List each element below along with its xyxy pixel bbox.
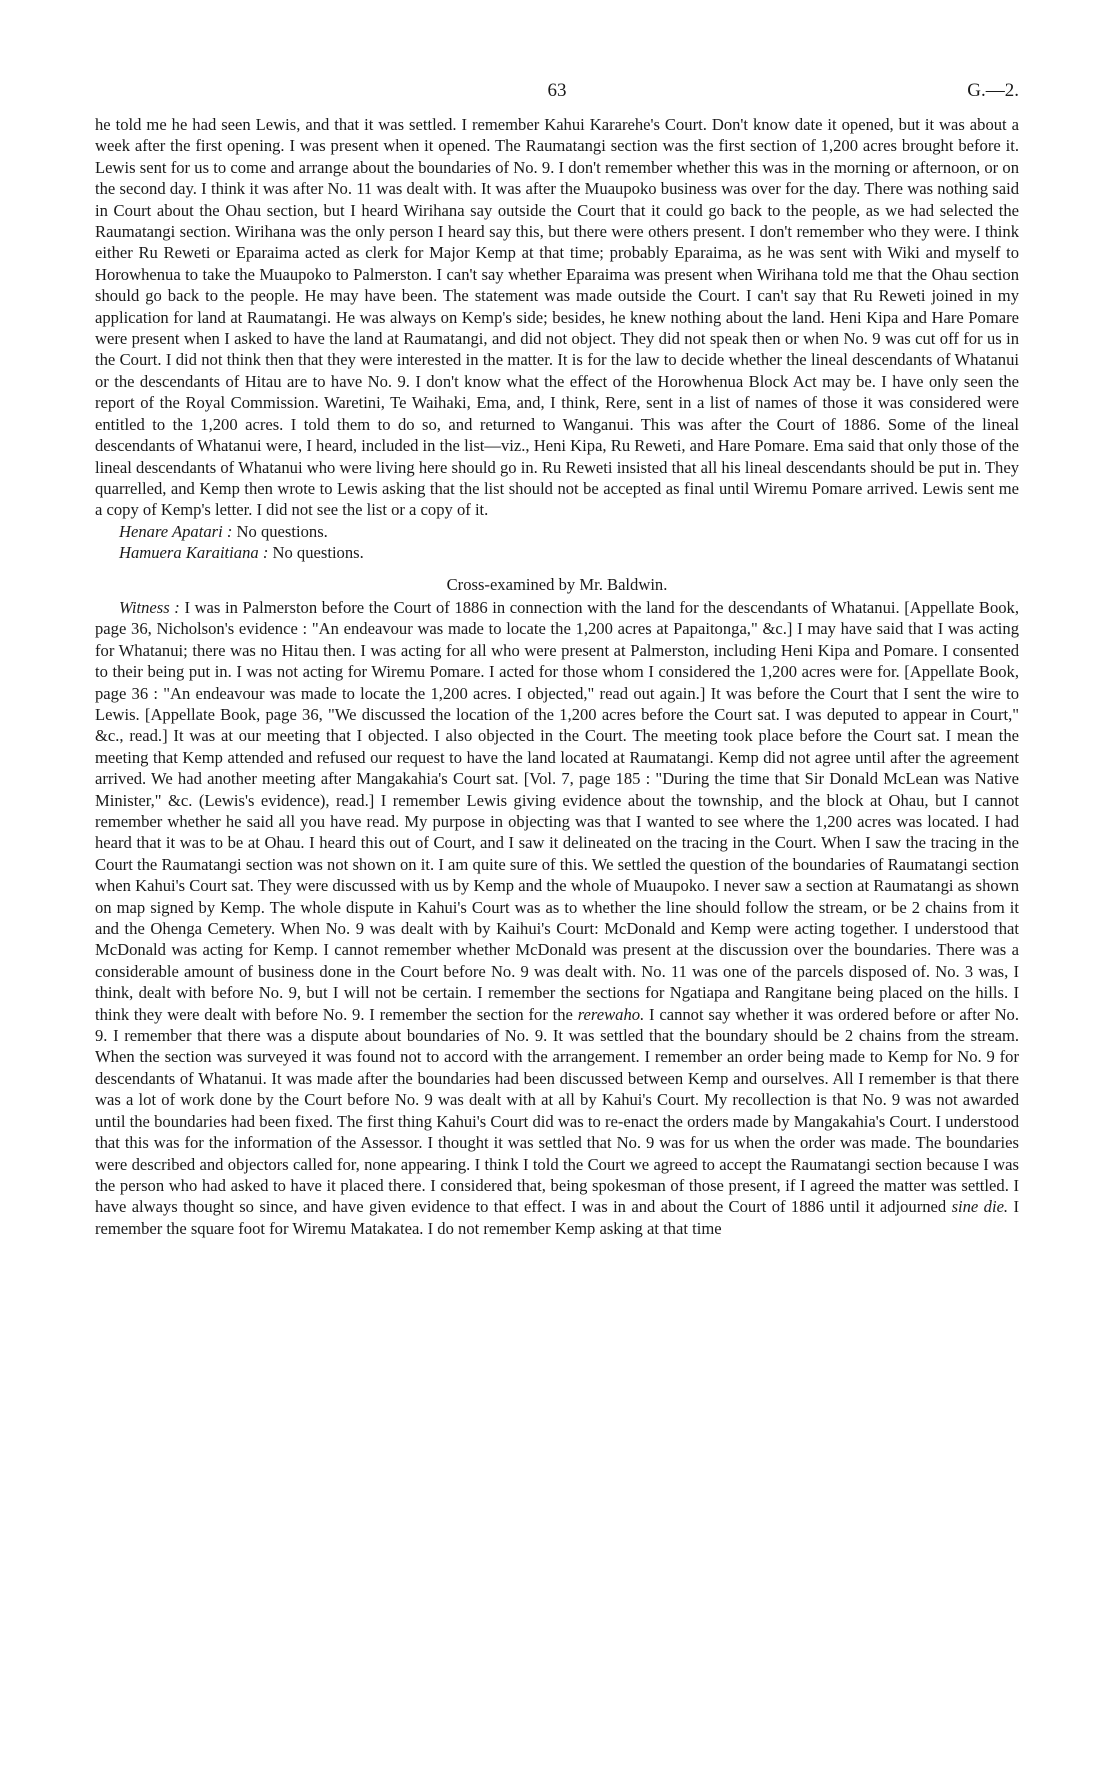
witness-label: Witness :: [119, 597, 180, 617]
cross-examination-paragraph: [95, 597, 1019, 1239]
body-text: [95, 114, 1019, 1239]
italic-term: rerewaho.: [577, 1004, 645, 1024]
paragraph-text: I remember the square foot for Wiremu Matakatea. I do not remember Kemp asking at that time: [95, 1197, 1019, 1238]
paragraph-text: I was in Palmerston before the Court of 1886 in connection with the land for the descendants of Whatanui. [Appellate Book, page 36, Nicholson's evidence : "An endeavour was made to locate the 1,200 acres at Papaitonga," &c.] I may have said that I was acting for Whatanui; there was no Hitau then. I was acting for all who were present at Palmerston, including Heni Kipa and Pomare. I consented to their being put in. I was not acting for Wiremu Pomare. I acted for those whom I considered the 1,200 acres were for. [Appellate Book, page 36 : "An endeavour was made to locate the 1,200 acres. I objected," read out again.] It was before the Court that I sent the wire to Lewis. [Appellate Book, page 36, "We discussed the location of the 1,200 acres before the Court sat. I was deputed to appear in Court," &c., read.] It was at our meeting that I objected. I also objected in the Court. The meeting took place before the Court sat. I mean the meeting that Kemp attended and refused our request to have the land located at Raumatangi. Kemp did not agree until after the agreement arrived. We had another meeting after Mangakahia's Court sat. [Vol. 7, page 185 : "During the time that Sir Donald McLean was Native Minister," &c. (Lewis's evidence), read.] I remember Lewis giving evidence about the township, and the block at Ohau, but I cannot remember whether he said all you have read. My purpose in objecting was that I wanted to see where the 1,200 acres was located. I had heard that it was to be at Ohau. I heard this out of Court, and I saw it delineated on the tracing in the Court. When I saw the tracing in the Court the Raumatangi section was not shown on it. I am quite sure of this. We settled the question of the boundaries of Raumatangi section when Kahui's Court sat. They were discussed with us by Kemp and the whole of Muaupoko. I never saw a section at Raumatangi as shown on map signed by Kemp. The whole dispute in Kahui's Court was as to whether the line should follow the stream, or be 2 chains from it and the Ohenga Cemetery. When No. 9 was dealt with by Kaihui's Court: McDonald and Kemp were acting together. I understood that McDonald was acting for Kemp. I cannot remember whether McDonald was present at the discussion over the boundaries. There was a considerable amount of business done in the Court before No. 9 was dealt with. No. 11 was one of the parcels disposed of. No. 3 was, I think, dealt with before No. 9, but I will not be certain. I remember the sections for Ngatiapa and Rangitane being placed on the hills. I think they were dealt with before No. 9. I remember the section for the: [95, 597, 1019, 1024]
paragraph-text: I cannot say whether it was ordered before or after No. 9. I remember that there was a dispute about boundaries of No. 9. It was settled that the boundary should be 2 chains from the stream. When the section was surveyed it was found not to accord with the arrangement. I remember an order being made to Kemp for No. 9 for descendants of Whatanui. It was made after the boundaries had been discussed between Kemp and ourselves. All I remember is that there was a lot of work done by the Court before No. 9 was dealt with at all by Kahui's Court. My recollection is that No. 9 was not awarded until the boundaries had been fixed. The first thing Kahui's Court did was to re-enact the orders made by Mangakahia's Court. I understood that this was for the information of the Assessor. I thought it was settled that No. 9 was for us when the order was made. The boundaries were described and objectors called for, none appearing. I think I told the Court we agreed to accept the Raumatangi section because I was the person who had asked to have it placed there. I considered that, being spokesman of those present, if I agreed the matter was settled. I have always thought so since, and have given evidence to that effect. I was in and about the Court of 1886 until it adjourned: [95, 1004, 1019, 1217]
document-page: [95, 80, 1019, 1239]
italic-term: sine die.: [951, 1197, 1009, 1217]
page-header: [95, 80, 1019, 114]
speaker-text: No questions.: [268, 543, 364, 563]
evidence-paragraph: he told me he had seen Lewis, and that it was settled. I remember Kahui Kararehe's Court. Don't know date it opened, but it was about a week after the first opening. I was present when it opened. The Raumatangi section was the first section of 1,200 acres brought before it. Lewis sent for us to come and arrange about the boundaries of No. 9. I don't remember whether this was in the morning or afternoon, or on the second day. I think it was after No. 11 was dealt with. It was after the Muaupoko business was over for the day. There was nothing said in Court about the Ohau section, but I heard Wirihana say outside the Court that it could go back to the people, as we had selected the Raumatangi section. Wirihana was the only person I heard say this, but there were others present. I don't remember who they were. I think either Ru Reweti or Eparaima acted as clerk for Major Kemp at that time; probably Eparaima, as he was sent with Wiki and myself to Horowhenua to take the Muaupoko to Palmerston. I can't say whether Eparaima was present when Wirihana told me that the Ohau section should go back to the people. He may have been. The statement was made outside the Court. I can't say that Ru Reweti joined in my application for land at Raumatangi. He was always on Kemp's side; besides, he knew nothing about the land. Heni Kipa and Hare Pomare were present when I asked to have the land at Raumatangi, and did not object. They did not speak then or when No. 9 was cut off for us in the Court. I did not think then that they were interested in the matter. It is for the law to decide whether the lineal descendants of Whatanui or the descendants of Hitau are to have No. 9. I don't know what the effect of the Horowhenua Block Act may be. I have only seen the report of the Royal Commission. Waretini, Te Waihaki, Ema, and, I think, Rere, sent in a list of names of those it was considered were entitled to the 1,200 acres. I told them to do so, and returned to Wanganui. This was after the Court of 1886. Some of the lineal descendants of Whatanui were, I heard, included in the list—viz., Heni Kipa, Ru Reweti, and Hare Pomare. Ema said that only those of the lineal descendants of Whatanui who were living here should go in. Ru Reweti insisted that all his lineal descendants should be put in. They quarrelled, and Kemp then wrote to Lewis asking that the list should not be accepted as final until Wiremu Pomare arrived. Lewis sent me a copy of Kemp's letter. I did not see the list or a copy of it.: [95, 115, 1019, 520]
no-questions-line: [95, 542, 1019, 563]
speaker-text: No questions.: [232, 521, 328, 541]
speaker-name: Henare Apatari :: [119, 521, 233, 541]
no-questions-line: [95, 521, 1019, 542]
page-number: 63: [547, 80, 567, 101]
speaker-name: Hamuera Karaitiana :: [119, 543, 269, 563]
paper-code: G.—2.: [967, 80, 1019, 101]
section-heading: Cross-examined by Mr. Baldwin.: [446, 574, 668, 594]
